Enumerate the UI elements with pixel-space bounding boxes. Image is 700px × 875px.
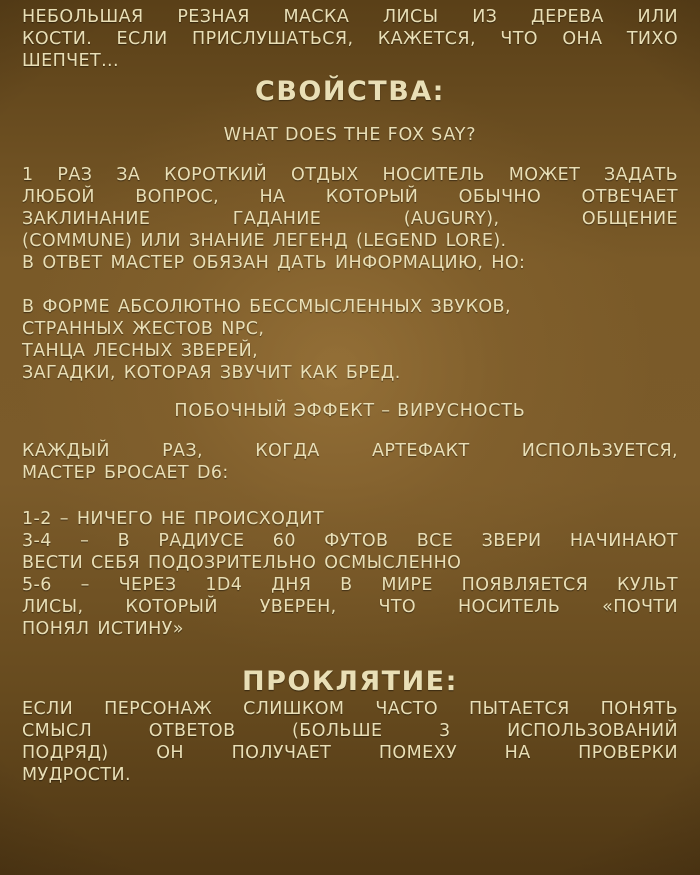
- curse-line: СМЫСЛ ОТВЕТОВ (БОЛЬШЕ 3 ИСПОЛЬЗОВАНИЙ: [22, 721, 678, 741]
- side-effect-intro-line: КАЖДЫЙ РАЗ, КОГДА АРТЕФАКТ ИСПОЛЬЗУЕТСЯ,: [22, 441, 678, 461]
- answer-form-item: ТАНЦА ЛЕСНЫХ ЗВЕРЕЙ,: [22, 341, 259, 361]
- roll-result-line: ПОНЯЛ ИСТИНУ»: [22, 619, 184, 639]
- answer-form-item: ЗАГАДКИ, КОТОРАЯ ЗВУЧИТ КАК БРЕД.: [22, 363, 401, 383]
- intro-line: НЕБОЛЬШАЯ РЕЗНАЯ МАСКА ЛИСЫ ИЗ ДЕРЕВА ИЛИ: [22, 7, 678, 27]
- description-line: 1 РАЗ ЗА КОРОТКИЙ ОТДЫХ НОСИТЕЛЬ МОЖЕТ ЗАДАТЬ: [22, 165, 678, 185]
- curse-line: ЕСЛИ ПЕРСОНАЖ СЛИШКОМ ЧАСТО ПЫТАЕТСЯ ПОНЯТЬ: [22, 699, 678, 719]
- curse-line: МУДРОСТИ.: [22, 765, 131, 785]
- description-line: ЛЮБОЙ ВОПРОС, НА КОТОРЫЙ ОБЫЧНО ОТВЕЧАЕТ: [22, 187, 678, 207]
- description-line: ЗАКЛИНАНИЕ ГАДАНИЕ (AUGURY), ОБЩЕНИЕ: [22, 209, 678, 229]
- description-line: В ОТВЕТ МАСТЕР ОБЯЗАН ДАТЬ ИНФОРМАЦИЮ, НО:: [22, 253, 526, 273]
- roll-result-line: 5-6 – ЧЕРЕЗ 1D4 ДНЯ В МИРЕ ПОЯВЛЯЕТСЯ КУЛЬТ: [22, 575, 678, 595]
- side-effect-intro: [22, 440, 678, 484]
- ability-description: [22, 164, 678, 274]
- roll-results: [22, 508, 678, 640]
- answer-form-item: СТРАННЫХ ЖЕСТОВ NPC,: [22, 319, 265, 339]
- curse-heading: ПРОКЛЯТИЕ:: [242, 666, 458, 697]
- properties-heading: СВОЙСТВА:: [255, 76, 445, 107]
- roll-result-line: 3-4 – В РАДИУСЕ 60 ФУТОВ ВСЕ ЗВЕРИ НАЧИНАЮТ: [22, 531, 678, 551]
- side-effect-heading: ПОБОЧНЫЙ ЭФФЕКТ – ВИРУСНОСТЬ: [174, 401, 526, 421]
- roll-result-line: 1-2 – НИЧЕГО НЕ ПРОИСХОДИТ: [22, 509, 324, 529]
- intro-line: ШЕПЧЕТ...: [22, 51, 119, 71]
- curse-line: ПОДРЯД) ОН ПОЛУЧАЕТ ПОМЕХУ НА ПРОВЕРКИ: [22, 743, 678, 763]
- curse-text: [22, 698, 678, 786]
- side-effect-intro-line: МАСТЕР БРОСАЕТ D6:: [22, 463, 229, 483]
- intro-text: [22, 6, 678, 72]
- ability-name: WHAT DOES THE FOX SAY?: [223, 125, 477, 145]
- answer-forms-list: [22, 296, 678, 384]
- answer-form-item: В ФОРМЕ АБСОЛЮТНО БЕССМЫСЛЕННЫХ ЗВУКОВ,: [22, 297, 511, 317]
- description-line: (COMMUNE) ИЛИ ЗНАНИЕ ЛЕГЕНД (LEGEND LORE).: [22, 231, 507, 251]
- roll-result-line: ВЕСТИ СЕБЯ ПОДОЗРИТЕЛЬНО ОСМЫСЛЕННО: [22, 553, 462, 573]
- intro-line: КОСТИ. ЕСЛИ ПРИСЛУШАТЬСЯ, КАЖЕТСЯ, ЧТО ОНА ТИХО: [22, 29, 678, 49]
- roll-result-line: ЛИСЫ, КОТОРЫЙ УВЕРЕН, ЧТО НОСИТЕЛЬ «ПОЧТИ: [22, 597, 678, 617]
